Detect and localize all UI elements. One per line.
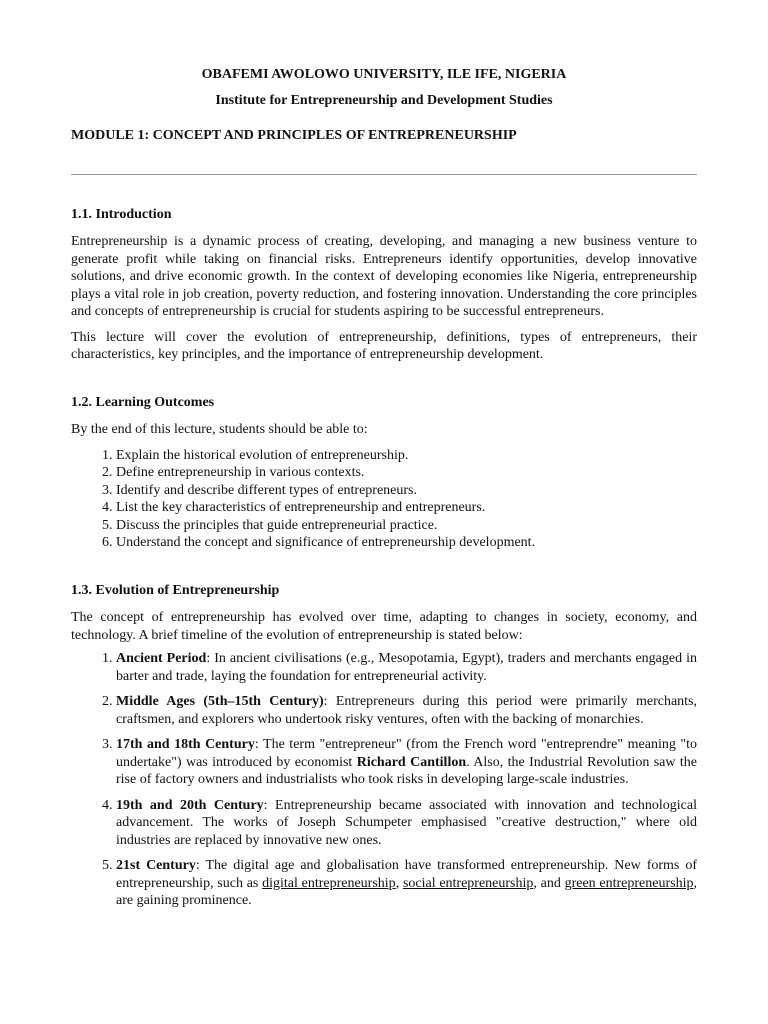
horizontal-divider <box>71 174 697 175</box>
list-item: 3. Identify and describe different types of entrepreneurs. <box>116 482 697 500</box>
institute-subtitle: Institute for Entrepreneurship and Development Studies <box>215 92 553 108</box>
section-heading-learning-outcomes: 1.2. Learning Outcomes <box>71 394 215 410</box>
list-item: 2. Define entrepreneurship in various contexts. <box>116 464 697 482</box>
timeline-text: : The term "entrepreneur" (from the French word "entreprendre" meaning "to undertake") was introduced by economist <box>116 737 697 770</box>
list-item: 4. List the key characteristics of entrepreneurship and entrepreneurs. <box>116 499 697 517</box>
timeline-text: : Entrepreneurs during this period were primarily merchants, craftsmen, and explorers who undertook risky ventures, often with the backing of monarchies. <box>116 694 697 727</box>
timeline-item-middle-ages <box>116 693 697 728</box>
underlined-term-digital: digital entrepreneurship <box>262 875 396 891</box>
timeline-item-17th-18th <box>116 736 697 789</box>
timeline-text: : The digital age and globalisation have transformed entrepreneurship. New forms of entrepreneurship, such as <box>116 858 697 891</box>
timeline-term: 19th and 20th Century <box>116 797 264 813</box>
underlined-term-green: green entrepreneurship <box>564 875 694 891</box>
timeline-text: . Also, the Industrial Revolution saw the rise of factory owners and industrialists who took risks in developing large-scale industries. <box>116 754 697 787</box>
list-item: 5. Discuss the principles that guide entrepreneurial practice. <box>116 517 697 535</box>
section-heading-evolution: 1.3. Evolution of Entrepreneurship <box>71 582 280 598</box>
timeline-text: , are gaining prominence. <box>116 875 697 908</box>
timeline-text: : In ancient civilisations (e.g., Mesopotamia, Egypt), traders and merchants engaged in barter and trade, laying the foundation for entrepreneurial activity. <box>116 651 698 684</box>
timeline-term: Ancient Period <box>116 651 207 666</box>
intro-paragraph-2: This lecture will cover the evolution of entrepreneurship, definitions, types of entrepreneurs, their characteristics, key principles, and the importance of entrepreneurship development. <box>71 329 697 362</box>
timeline-term: 17th and 18th Century <box>116 737 255 752</box>
evolution-timeline-list <box>71 650 697 910</box>
intro-paragraph-1: Entrepreneurship is a dynamic process of creating, developing, and managing a new business venture to generate profit while taking on financial risks. Entrepreneurs identify opportunities, develop innovative solutions, and drive economic growth. In the context of developing economies like Nigeria, entrepreneurship plays a vital role in job creation, poverty reduction, and fostering innovation. Understanding the core principles and concepts of entrepreneurship is crucial for students aspiring to be successful entrepreneurs. <box>71 234 697 319</box>
timeline-item-21st <box>116 857 697 910</box>
timeline-item-19th-20th <box>116 797 697 850</box>
outcomes-lead: By the end of this lecture, students should be able to: <box>71 422 368 437</box>
separator: , and <box>533 875 565 891</box>
module-title: MODULE 1: CONCEPT AND PRINCIPLES OF ENTREPRENEURSHIP <box>71 128 517 143</box>
section-heading-introduction: 1.1. Introduction <box>71 206 172 222</box>
timeline-item-ancient <box>116 650 697 685</box>
outcomes-list <box>71 447 697 552</box>
list-item: 6. Understand the concept and significance of entrepreneurship development. <box>116 534 697 552</box>
timeline-term: 21st Century <box>116 858 196 873</box>
separator: , <box>395 875 403 891</box>
underlined-term-social: social entrepreneurship <box>402 875 534 891</box>
evolution-lead: The concept of entrepreneurship has evolved over time, adapting to changes in society, economy, and technology. A brief timeline of the evolution of entrepreneurship is stated below: <box>71 610 697 643</box>
timeline-text: : Entrepreneurship became associated with innovation and technological advancement. The works of Joseph Schumpeter emphasised "creative destruction," where old industries are replaced by innovative new ones. <box>116 797 697 848</box>
person-name: Richard Cantillon <box>356 754 467 770</box>
timeline-term: Middle Ages (5th–15th Century) <box>116 694 324 709</box>
list-item: 1. Explain the historical evolution of entrepreneurship. <box>116 447 697 465</box>
university-title: OBAFEMI AWOLOWO UNIVERSITY, ILE IFE, NIGERIA <box>201 67 567 82</box>
